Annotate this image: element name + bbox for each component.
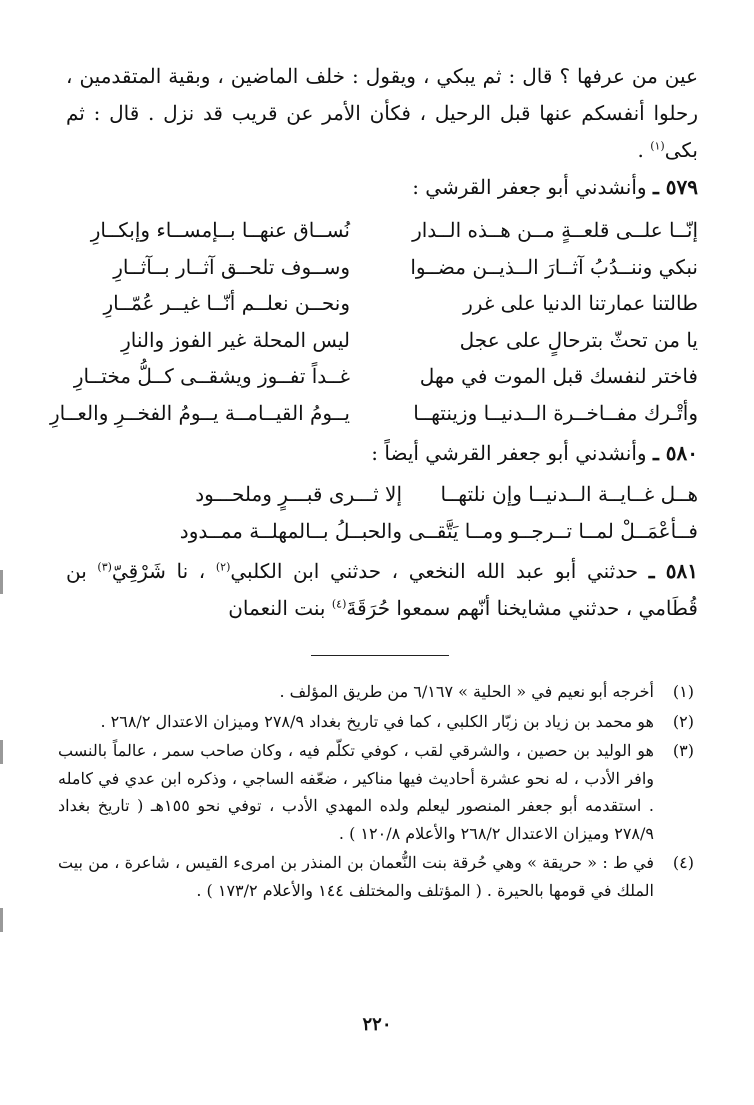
footnote-1 [58, 678, 694, 706]
poem-verse [66, 358, 698, 395]
footnote-divider [311, 655, 449, 656]
hadith-579-text: وأنشدني أبو جعفر القرشي : [412, 175, 653, 199]
poem-hemistich-first: هــل غــايــة الــدنيــا وإن نلتهــا [440, 482, 698, 506]
poem-hemistich-second: ونحــن نعلــم أنّــا غيــر عُمّــارِ [103, 291, 350, 315]
footnote-3 [58, 737, 694, 847]
hadith-581-text-c: شَرْقِيّ [111, 559, 166, 583]
main-text [49, 58, 698, 627]
poem-hemistich-second: نُســاق عنهــا بــإمســاء وإبكــارِ [90, 218, 350, 242]
hadith-581-text-e: بنت النعمان [228, 596, 332, 620]
hadith-580-heading [66, 435, 698, 472]
footnote-text: أخرجه أبو نعيم في « الحلية » ٦/١٦٧ من طريق المؤلف . [279, 682, 654, 701]
poem-hemistich-second: وســوف تلحــق آثــار بــآثــارِ [113, 254, 350, 279]
binding-mark [0, 740, 3, 764]
hadith-580-text: وأنشدني أبو جعفر القرشي أيضاً : [371, 441, 653, 465]
hadith-581-paragraph [66, 553, 698, 627]
footnote-number: (٢) [672, 711, 694, 731]
poem-verse [66, 322, 698, 359]
poem-hemistich-first: وأتْـرك مفــاخــرة الــدنيــا وزينتهــا [413, 400, 698, 425]
footnote-text: هو محمد بن زياد بن زبّار الكلبي ، كما في تاريخ بغداد ٢٧٨/٩ وميزان الاعتدال ٢٦٨/٢ . [100, 711, 654, 731]
hadith-581-number: ٥٨١ ـ [648, 559, 698, 583]
binding-mark [0, 908, 3, 932]
intro-line-3-end: . [637, 138, 651, 162]
intro-line-3: نزل . قال : ثم بكى [66, 101, 698, 162]
intro-line-2: المتقدمين ، رحلوا أنفسكم عنها قبل الرحيل ، فكأن الأمر عن قريب قد [66, 64, 698, 125]
footnote-number: (٤) [672, 853, 694, 872]
footnote-ref-4[interactable]: (٤) [331, 597, 347, 611]
footnote-text: هو الوليد بن حصين ، والشرقي لقب ، كوفي تكلّم فيه ، وكان صاحب سمر ، عالماً بالنسب وافر الأدب ، له نحو عشرة أحاديث فيها مناكير ، ضعّفه الساجي ، وذكره ابن عدي في كامله . استقدمه أبو جعفر المنصور ليعلم ولده المهدي الأدب ، توفي نحو ١٥٥هـ ( تاريخ بغداد ٢٧٨/٩ وميزان الاعتدال ٢٦٨/٢ والأعلام ١٢٠/٨ ) . [58, 741, 655, 843]
poem-hemistich-first: طالتنا عمارتنا الدنيا على غرر [463, 291, 698, 315]
poem-579 [49, 212, 698, 431]
footnotes [58, 678, 694, 906]
intro-line-1: عين من عرفها ؟ قال : ثم يبكي ، ويقول : خلف الماضين ، وبقية [168, 64, 698, 88]
binding-mark [0, 570, 3, 594]
poem-hemistich-first: فاختر لنفسك قبل الموت في مهل [419, 364, 698, 388]
footnote-ref-1[interactable]: (١) [650, 139, 665, 153]
intro-paragraph [66, 58, 698, 169]
poem-hemistich-second: والحبــلُ بــالمهلــة ممــدود [179, 518, 402, 543]
footnote-ref-2[interactable]: (٢) [215, 560, 231, 574]
poem-hemistich-second: غــداً تفــوز ويشقــى كــلُّ مختــارِ [73, 364, 350, 388]
poem-verse [66, 285, 698, 322]
poem-verse [106, 476, 698, 513]
footnote-4 [58, 849, 694, 904]
footnote-number: (٣) [672, 741, 694, 760]
poem-hemistich-first: فــأعْمَــلْ لمــا تــرجــو ومــا يَتَّقــى [408, 518, 698, 543]
footnote-number: (١) [672, 682, 694, 701]
poem-hemistich-second: إلا ثـــرى قبـــرٍ وملحـــود [195, 482, 402, 506]
poem-verse [66, 212, 698, 249]
footnote-2 [58, 708, 694, 736]
poem-hemistich-first: يا من تحثّ بترحالٍ على عجل [459, 327, 698, 352]
hadith-579-heading [66, 169, 698, 206]
poem-verse [106, 513, 698, 550]
hadith-581-text-d: بن قُطَامي ، حدثني مشايخنا أنّهم سمعوا حُرَقَةَ [66, 559, 698, 620]
hadith-580-number: ٥٨٠ ـ [652, 441, 698, 465]
footnote-ref-3[interactable]: (٣) [97, 560, 112, 574]
poem-hemistich-second: ليس المحلة غير الفوز والنارِ [121, 327, 350, 352]
poem-verse [66, 249, 698, 286]
poem-verse [49, 395, 698, 432]
footnote-text: في ط : « حريقة » وهي حُرقة بنت النُّعمان بن المنذر بن امرىء القيس ، شاعرة ، من بيت الملك في قومها بالحيرة . ( المؤتلف والمختلف ١٤٤ والأعلام ١٧٣/٢ ) . [58, 853, 654, 900]
poem-hemistich-first: نبكي وننــدُبُ آثــارَ الــذيــن مضــوا [410, 254, 698, 279]
hadith-579-number: ٥٧٩ ـ [652, 175, 698, 199]
hadith-581-text-a: حدثني أبو عبد الله النخعي ، حدثني ابن الكلبي [230, 559, 649, 583]
poem-hemistich-first: إنّــا علــى قلعــةٍ مــن هــذه الــدار [412, 218, 698, 242]
poem-hemistich-second: يــومُ القيــامــة يــومُ الفخــرِ والعــارِ [49, 400, 350, 425]
page-number: ٢٢٠ [362, 1014, 392, 1035]
hadith-581-text-b: ، نا [176, 559, 216, 583]
poem-580 [106, 476, 698, 549]
